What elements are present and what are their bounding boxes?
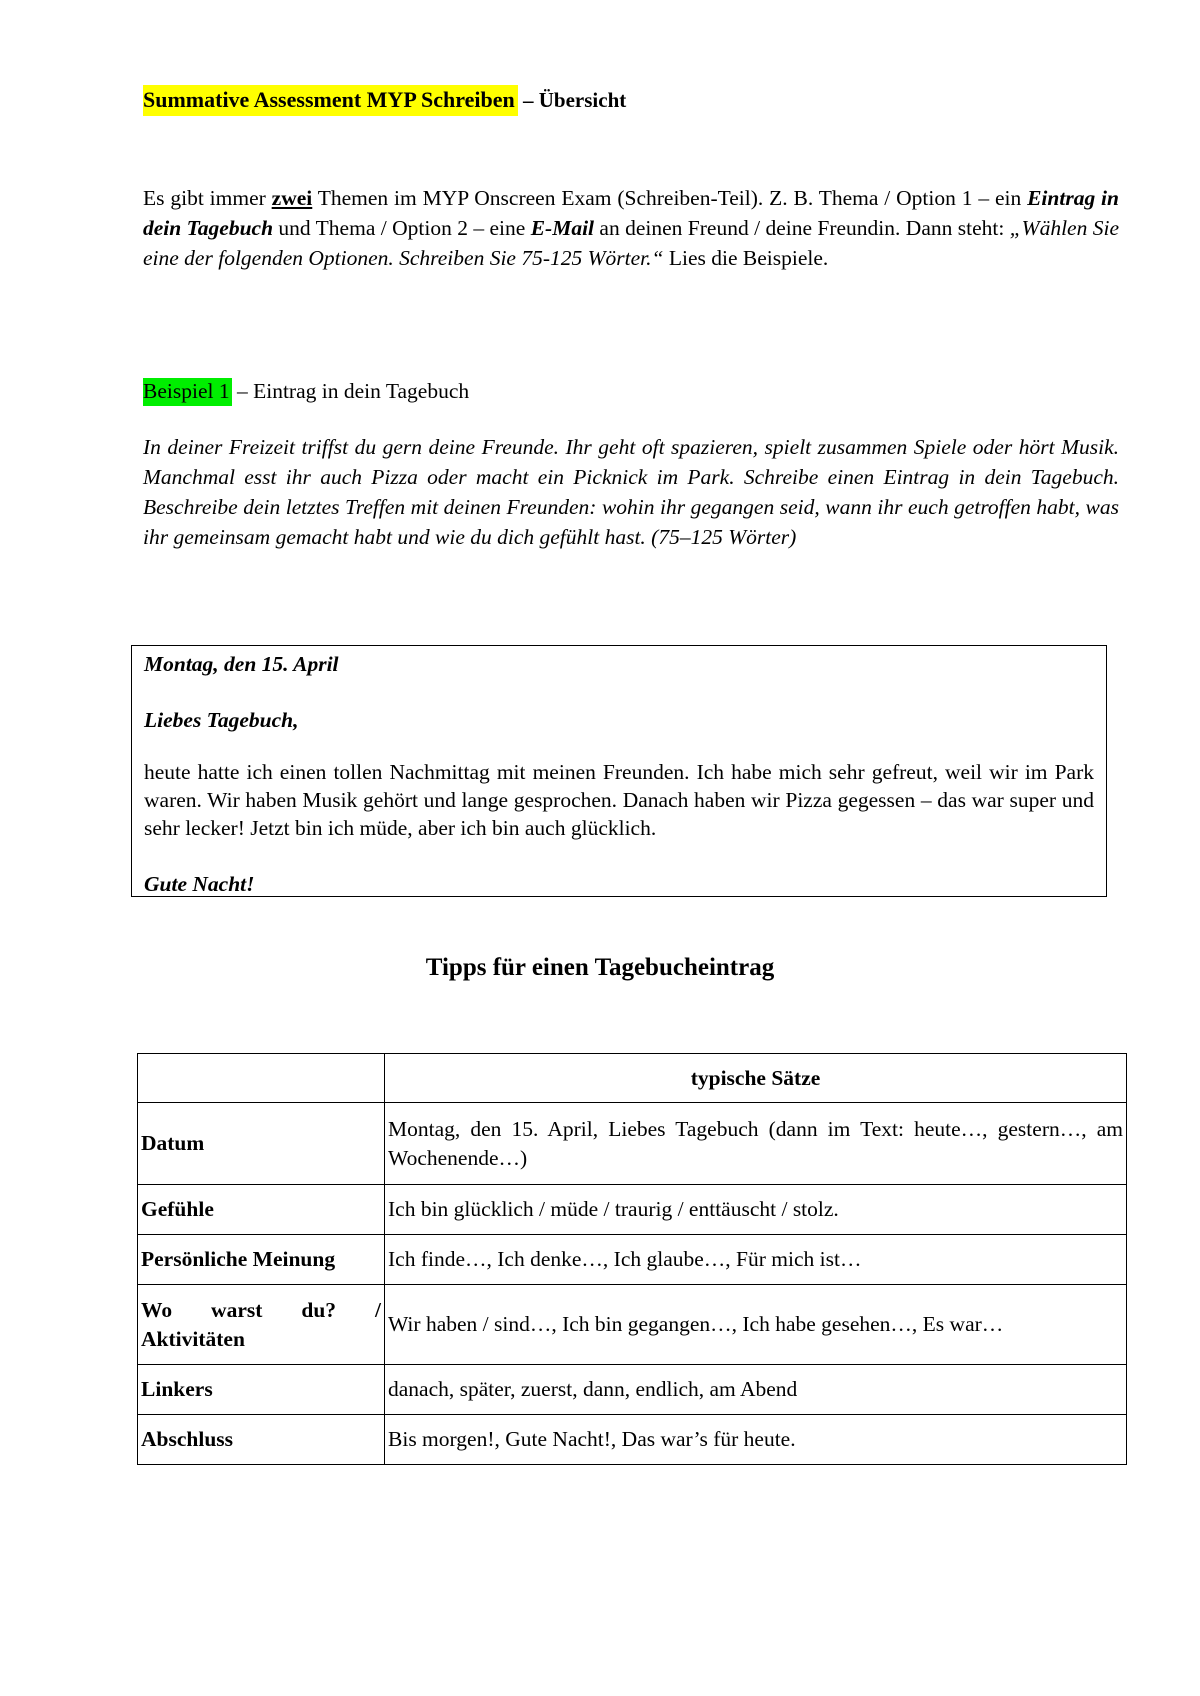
intro-option-2: E-Mail [530,216,595,240]
row-label-part: Wo [141,1297,173,1322]
intro-text: Lies die Beispiele. [663,246,829,270]
row-text: Montag, den 15. April, Liebes Tagebuch (dann im Text: heute…, gestern…, am Wochenende…) [385,1103,1127,1185]
intro-paragraph [143,183,1119,273]
row-label: Persönliche Meinung [138,1235,385,1285]
page-title [143,86,626,114]
table-row [138,1365,1127,1415]
example-task: In deiner Freizeit triffst du gern deine Freunde. Ihr geht oft spazieren, spielt zusammen Spiele oder hört Musik. Manchmal esst ihr auch Pizza oder macht ein Picknick im Park. Schreibe einen Eintrag in dein Tagebuch. Beschreibe dein letztes Treffen mit deinen Freunden: wohin ihr gegangen seid, wann ihr euch getroffen habt, was ihr gemeinsam gemacht habt und wie du dich gefühlt hast. (75–125 Wörter) [143,435,1119,549]
table-header-cell: typische Sätze [385,1054,1127,1103]
table-header-row [138,1054,1127,1103]
row-label-part: du? [301,1297,337,1322]
tips-table [137,1053,1127,1465]
row-label: Datum [138,1103,385,1185]
row-text: Bis morgen!, Gute Nacht!, Das war’s für heute. [385,1415,1127,1465]
example-label: Beispiel 1 [143,378,232,406]
row-label-part: / [375,1297,381,1322]
title-rest: – Übersicht [517,88,627,112]
table-row [138,1185,1127,1235]
row-text: Ich bin glücklich / müde / traurig / enttäuscht / stolz. [385,1185,1127,1235]
row-label: Gefühle [138,1185,385,1235]
row-label [138,1285,385,1365]
row-text: danach, später, zuerst, dann, endlich, am Abend [385,1365,1127,1415]
row-label: Abschluss [138,1415,385,1465]
diary-body: heute hatte ich einen tollen Nachmittag mit meinen Freunden. Ich habe mich sehr gefreut, weil wir im Park waren. Wir haben Musik gehört und lange gesprochen. Danach haben wir Pizza gegessen – das war super und sehr lecker! Jetzt bin ich müde, aber ich bin auch glücklich. [144,760,1094,840]
intro-instruction-quote: „Wählen Sie eine der folgenden Optionen. Schreiben Sie 75-125 Wörter.“ [143,216,1120,270]
intro-text: Es gibt immer [143,186,272,210]
diary-greeting: Liebes Tagebuch, [144,708,299,732]
row-label-part: Aktivitäten [141,1326,245,1351]
table-row [138,1285,1127,1365]
intro-text: an deinen Freund / deine Freundin. Dann steht: [594,216,1010,240]
example-heading [143,376,469,406]
intro-text: und Thema / Option 2 – eine [273,216,531,240]
row-text: Wir haben / sind…, Ich bin gegangen…, Ich habe gesehen…, Es war… [385,1285,1127,1365]
diary-date: Montag, den 15. April [144,652,339,676]
row-label: Linkers [138,1365,385,1415]
table-row [138,1415,1127,1465]
intro-emphasis-zwei: zwei [271,186,313,210]
table-row [138,1235,1127,1285]
example-heading-rest: – Eintrag in dein Tagebuch [231,379,470,403]
diary-closing: Gute Nacht! [144,872,255,896]
row-label-part: warst [211,1297,263,1322]
row-text: Ich finde…, Ich denke…, Ich glaube…, Für mich ist… [385,1235,1127,1285]
title-highlighted: Summative Assessment MYP Schreiben [143,85,518,116]
tips-heading: Tipps für einen Tagebucheintrag [425,954,775,981]
intro-text: Themen im MYP Onscreen Exam (Schreiben-Teil). Z. B. Thema / Option 1 – ein [312,186,1028,210]
table-header-empty [138,1054,385,1103]
diary-example-box [131,645,1107,897]
intro-option-1: Eintrag in dein Tagebuch [143,186,1119,240]
table-row [138,1103,1127,1185]
